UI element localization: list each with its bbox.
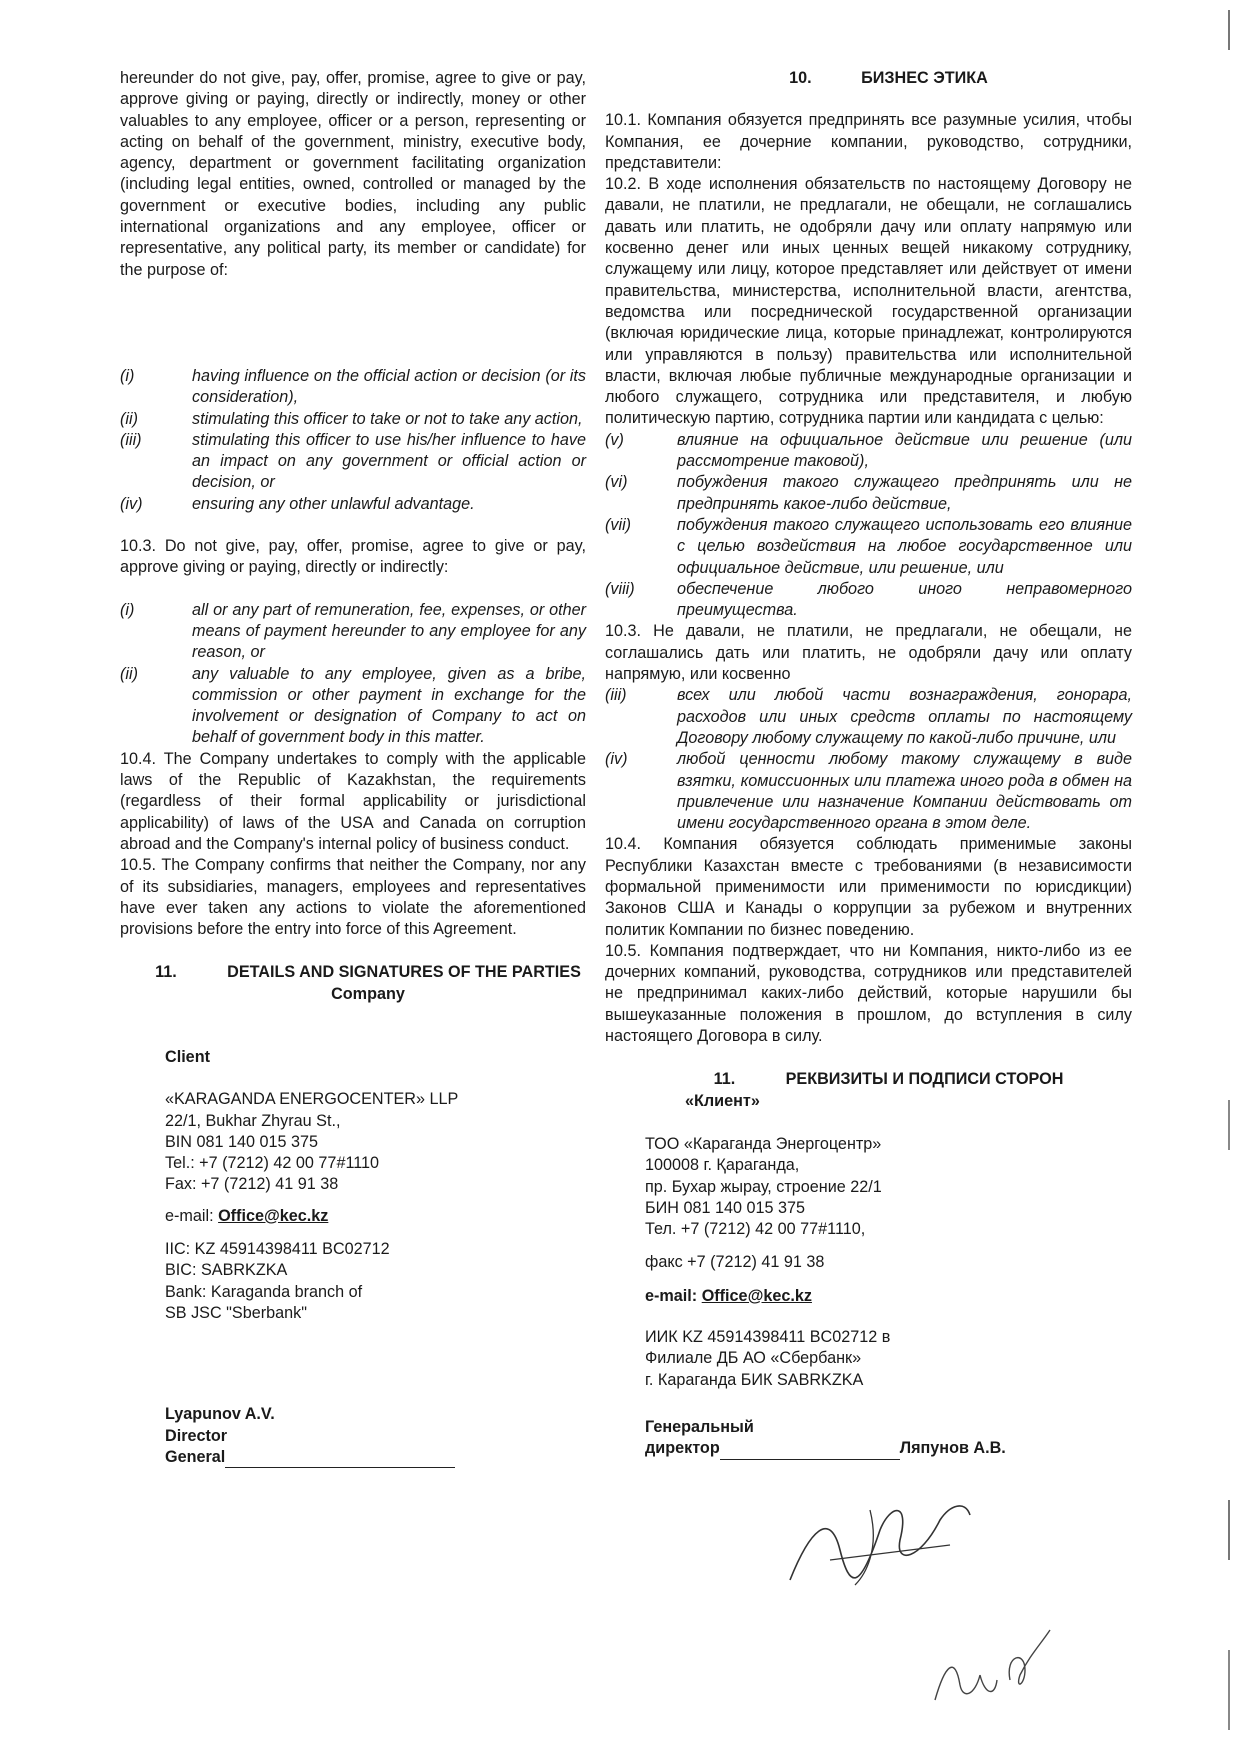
list-item: (v) влияние на официальное действие или решение (или рассмотрение таковой),	[605, 430, 1132, 471]
right-items-payments	[605, 685, 1132, 834]
left-column	[120, 68, 586, 1468]
list-item: (i) having influence on the official action or decision (or its consideration),	[120, 366, 586, 407]
bank-line: IIC: KZ 45914398411 BC02712	[165, 1240, 390, 1259]
bank-line: Филиале ДБ АО «Сбербанк»	[645, 1349, 862, 1368]
signer-title: директор Ляпунов А.В.	[645, 1438, 1132, 1459]
signature-line	[225, 1449, 455, 1468]
list-item: (viii) обеспечение любого иного неправомерного преимущества.	[605, 579, 1132, 620]
right-items-purpose	[605, 430, 1132, 622]
details-line: «KARAGANDA ENERGOCENTER» LLP	[165, 1090, 459, 1109]
list-item: (iv) любой ценности любому такому служащему в виде взятки, комиссионных или платежа иного рода в обмен на привлечение или назначение Компании действовать от имени государственного органа в этом деле.	[605, 750, 1132, 833]
left-clause-10-3: 10.3. Do not give, pay, offer, promise, agree to give or pay, approve giving or paying, directly or indirectly:	[120, 537, 586, 577]
list-item: (i) all or any part of remuneration, fee, expenses, or other means of payment hereunder to any employee for any reason, or	[120, 600, 586, 662]
details-line: БИН 081 140 015 375	[645, 1198, 805, 1217]
details-line: ТОО «Караганда Энергоцентр»	[645, 1134, 882, 1153]
bank-line: SB JSC "Sberbank"	[165, 1303, 307, 1322]
details-line: 100008 г. Қараганда,	[645, 1156, 800, 1175]
email-line: e-mail: Office@kec.kz	[645, 1286, 812, 1305]
right-column	[605, 68, 1132, 1460]
details-line: Fax: +7 (7212) 41 91 38	[165, 1175, 339, 1194]
right-section-11-heading: 11. РЕКВИЗИТЫ И ПОДПИСИ СТОРОН	[713, 1070, 1064, 1089]
signer-title: General	[165, 1447, 586, 1468]
client-label: «Клиент»	[685, 1091, 760, 1110]
fax-line: факс +7 (7212) 41 91 38	[645, 1253, 825, 1272]
right-clause-10-4: 10.4. Компания обязуется соблюдать применимые законы Республики Казахстан вместе с требованиями (в независимости формальной применимости или применимости по юрисдикции) Законов США и Канады о коррупции за рубежом и внутренних политик Компании по бизнес поведению.	[605, 835, 1132, 939]
bank-line: г. Караганда БИК SABRKZKA	[645, 1370, 864, 1389]
email-line: e-mail: Office@kec.kz	[165, 1206, 329, 1225]
left-items-purpose	[120, 366, 586, 515]
signer-title: Director	[165, 1426, 228, 1445]
details-line: 22/1, Bukhar Zhyrau St.,	[165, 1111, 341, 1130]
company-label: Company	[331, 984, 405, 1003]
signer-title: Генеральный	[645, 1417, 754, 1436]
left-clause-10-5: 10.5. The Company confirms that neither the Company, nor any of its subsidiaries, managers, employees and representatives have ever taken any actions to violate the aforementioned provisions before the entry into force of this Agreement.	[120, 856, 586, 939]
client-label: Client	[165, 1047, 210, 1066]
list-item: (vii) побуждения такого служащего использовать его влияние с целью воздействия на любое государственное или официальное действие, или решение, или	[605, 515, 1132, 577]
details-line: Тел. +7 (7212) 42 00 77#1110,	[645, 1220, 866, 1239]
bank-line: ИИК KZ 45914398411 BC02712 в	[645, 1328, 891, 1347]
list-item: (iv) ensuring any other unlawful advantage.	[120, 494, 475, 513]
left-intro: hereunder do not give, pay, offer, promise, agree to give or pay, approve giving or paying, directly or indirectly, money or other valuables to any employee, officer or a person, representing or acting on behalf of the government, ministry, executive body, agency, department or government facilitating organization (including legal entities, owned, controlled or managed by the government or executive bodies, including any public international organizations and any employee, officer or representative, any political party, its member or candidate) for the purpose of:	[120, 69, 586, 279]
signature-line	[720, 1441, 900, 1460]
signature-mark	[770, 1490, 990, 1600]
list-item: (iii) stimulating this officer to use his/her influence to have an impact on any government or official action or decision, or	[120, 430, 586, 492]
list-item: (ii) any valuable to any employee, given as a bribe, commission or other payment in exchange for the involvement or designation of Company to act on behalf of government body in this matter.	[120, 664, 586, 747]
initials-mark	[925, 1625, 1065, 1715]
left-clause-10-4: 10.4. The Company undertakes to comply with the applicable laws of the Republic of Kazakhstan, the requirements (regardless of their formal applicability or jurisdictional applicability) of laws of the USA and Canada on corruption abroad and the Company's internal policy of business conduct.	[120, 749, 586, 853]
right-clause-10-5: 10.5. Компания подтверждает, что ни Компания, никто-либо из ее дочерних компаний, руководства, сотрудников или представителей не предпринимал каких-либо действий, которые нарушили бы вышеуказанные положения в прошлом, до вступления в силу настоящего Договора в силу.	[605, 941, 1132, 1046]
list-item: (vi) побуждения такого служащего предпринять или не предпринять какое-либо действие,	[605, 473, 1132, 513]
right-section-10-heading: 10. БИЗНЕС ЭТИКА	[789, 69, 988, 87]
left-section-11-heading: 11. DETAILS AND SIGNATURES OF THE PARTIES	[155, 963, 581, 982]
scan-edge-marks	[1228, 0, 1232, 1754]
details-line: пр. Бухар жырау, строение 22/1	[645, 1177, 882, 1196]
bank-line: Bank: Karaganda branch of	[165, 1282, 363, 1301]
details-line: BIN 081 140 015 375	[165, 1132, 319, 1151]
details-line: Tel.: +7 (7212) 42 00 77#1110	[165, 1154, 380, 1173]
right-clause-10-1: 10.1. Компания обязуется предпринять все разумные усилия, чтобы Компания, ее дочерние компании, руководство, сотрудники, представители:	[605, 111, 1132, 172]
right-clause-10-3: 10.3. Не давали, не платили, не предлагали, не обещали, не соглашались дать или платить, не одобряли дачу или оплату напрямую, или косвенно	[605, 622, 1132, 684]
list-item: (ii) stimulating this officer to take or not to take any action,	[120, 409, 583, 428]
left-items-payments	[120, 600, 586, 749]
bank-line: BIC: SABRKZKA	[165, 1261, 288, 1280]
right-clause-10-2: 10.2. В ходе исполнения обязательств по настоящему Договору не давали, не платили, не предлагали, не обещали, не соглашались давать или платить, не одобряли дачу или оплату напрямую или косвенно денег или иных ценных вещей никакому сотруднику, служащему или лицу, которое представляет или действует от имени правительства, министерства, исполнительной власти, агентства, ведомства или посреднической государственной организации (включая юридические лица, которые принадлежат, контролируются или управляются в пользу) правительства или исполнительной власти, включая любые публичные международные организации и любого служащего, сотрудника или представителя, и любую политическую партию, сотрудника партии или кандидата с целью:	[605, 175, 1132, 428]
signer-name: Lyapunov A.V.	[165, 1405, 275, 1424]
list-item: (iii) всех или любой части вознаграждения, гонорара, расходов или иных средств оплаты по настоящему Договору любому служащему по какой-либо причине, или	[605, 686, 1132, 747]
